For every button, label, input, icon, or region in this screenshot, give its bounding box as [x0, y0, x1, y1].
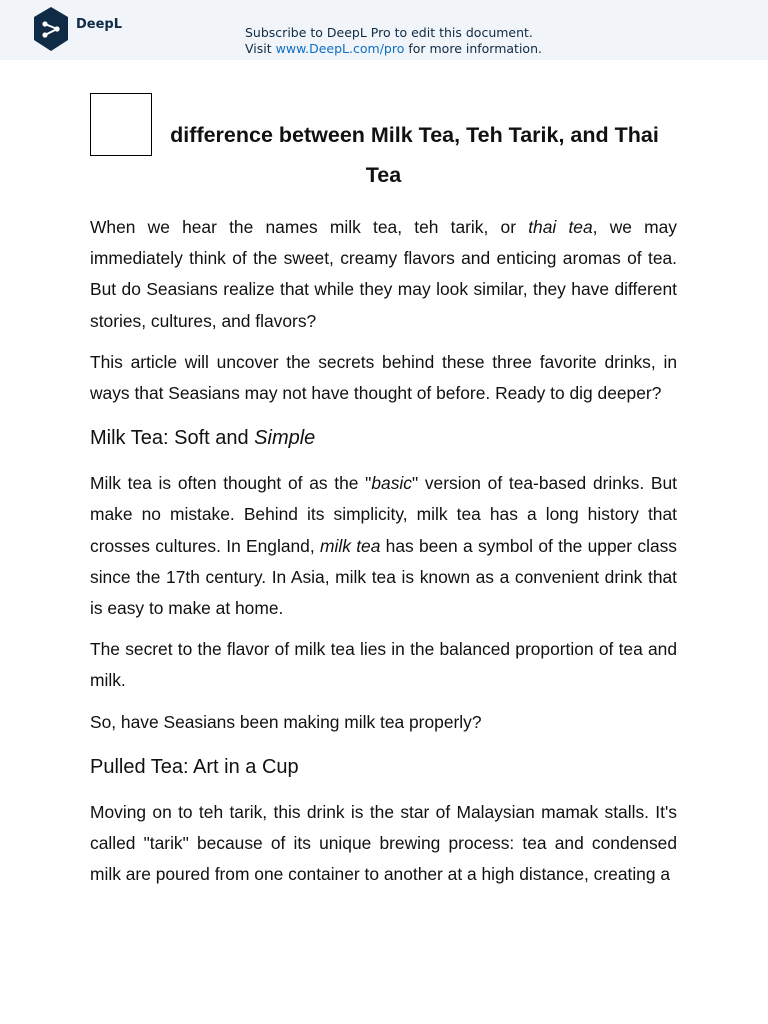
title-line-1: difference between Milk Tea, Teh Tarik, and Thai	[170, 123, 659, 147]
milk-p1-text-c: has been a symbol of the upper class since the 17th century. In Asia, milk tea is known as a convenient drink that is easy to make at home.	[90, 535, 678, 619]
image-placeholder	[90, 93, 152, 156]
milk-p1-emphasis-1: basic	[371, 473, 412, 494]
notice-line-1: Subscribe to DeepL Pro to edit this document.	[245, 25, 533, 40]
milk-tea-paragraph-3: So, have Seasians been making milk tea properly?	[90, 711, 482, 732]
milk-heading-emphasis: Simple	[254, 427, 316, 450]
intro-p1-text-b: , we may immediately think of the sweet, creamy flavors and enticing aromas of tea. But do Seasians realize that while they may look similar, they have different stories, cultures, and flavors?	[90, 217, 677, 331]
milk-heading-text: Milk Tea: Soft and	[90, 427, 255, 450]
milk-tea-paragraph-2: The secret to the flavor of milk tea lies in the balanced proportion of tea and milk.	[90, 639, 677, 691]
milk-p1-emphasis-2: milk tea	[319, 535, 381, 556]
milk-p1-text-b: " version of tea-based drinks. But make no mistake. Behind its simplicity, milk tea has a long history that crosses cultures. In England,	[90, 473, 677, 556]
notice-line-2	[245, 41, 542, 57]
deepl-logo[interactable]	[32, 6, 122, 52]
deepl-logo-icon	[32, 6, 70, 52]
pulled-tea-heading: Pulled Tea: Art in a Cup	[90, 755, 299, 778]
subscribe-notice	[245, 25, 542, 57]
document-page	[90, 90, 677, 900]
title-line-2: Tea	[365, 163, 402, 187]
deepl-banner	[0, 0, 768, 60]
intro-paragraph-1	[90, 212, 677, 337]
intro-paragraph-2: This article will uncover the secrets behind these three favorite drinks, in ways that Seasians may not have thought of before. Ready to dig deeper?	[90, 351, 677, 404]
notice-visit: Visit	[245, 41, 272, 56]
milk-p1-text-a: Milk tea is often thought of as the "	[90, 473, 372, 494]
notice-after: for more information.	[408, 41, 542, 56]
deepl-logo-text: DeepL	[76, 16, 123, 32]
document-title	[90, 90, 677, 195]
milk-tea-paragraph-1	[90, 468, 677, 624]
deepl-pro-link[interactable]: www.DeepL.com/pro	[275, 41, 405, 56]
pulled-tea-paragraph-1: Moving on to teh tarik, this drink is the star of Malaysian mamak stalls. It's called "tarik" because of its unique brewing process: tea and condensed milk are poured from one container to another at a high distance, creating a	[90, 801, 677, 885]
intro-p1-text-a: When we hear the names milk tea, teh tarik, or	[90, 217, 529, 237]
intro-p1-emphasis: thai tea	[528, 217, 593, 237]
milk-tea-heading	[90, 423, 677, 453]
